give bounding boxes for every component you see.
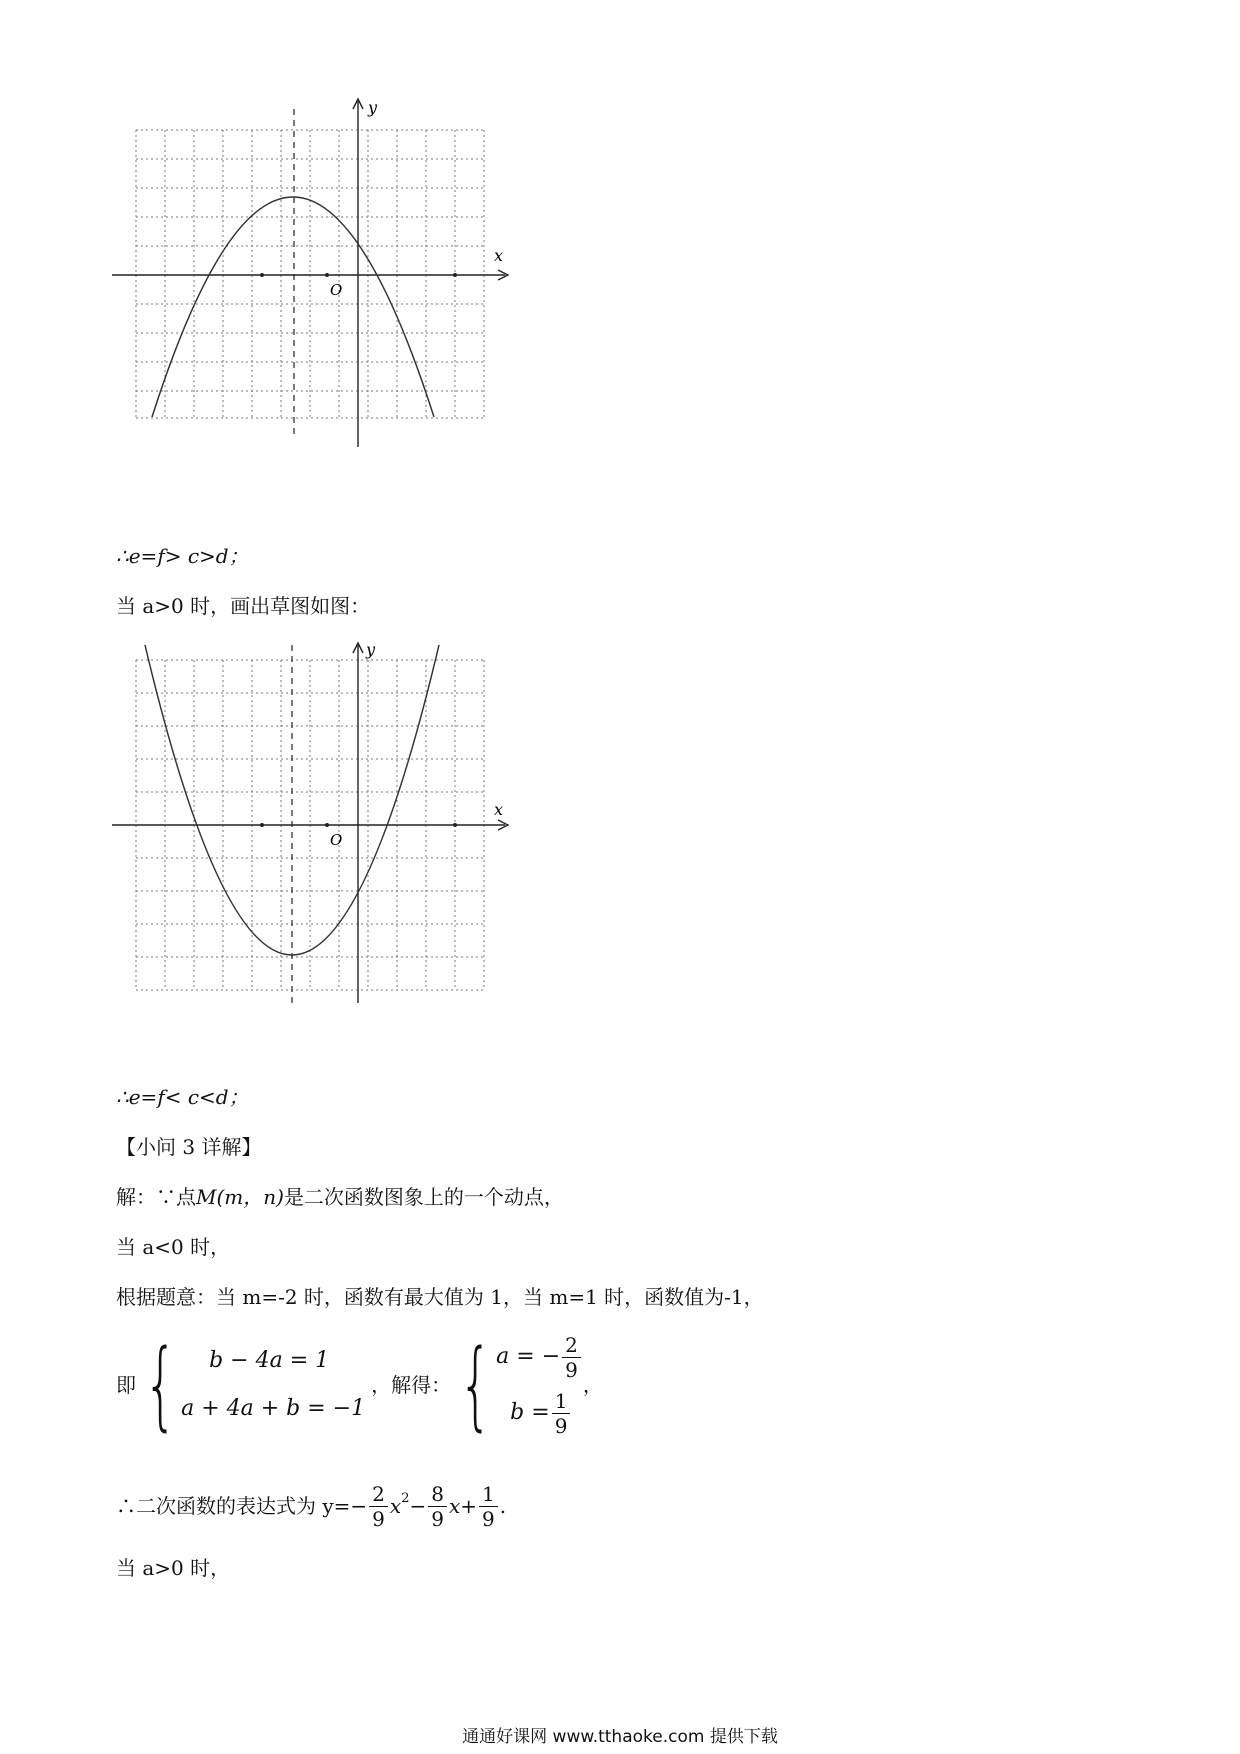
text-line-6: 当 a<0 时， [116,1235,231,1259]
text-line-7: 根据题意：当 m=-2 时，函数有最大值为 1，当 m=1 时，函数值为-1， [116,1285,764,1309]
graph-svg-1 [0,95,560,475]
equation-system-line: 即 { b − 4a = 1 a + 4a + b = −1 ，解得： { a = − $\frac{2}{9}$ b = $\frac{1}{9}$ ， [116,1329,603,1441]
x-axis-label: x [494,246,504,265]
graph-downward-parabola [0,95,560,475]
text-line-10: 当 a>0 时， [116,1556,231,1580]
fraction: $\frac{1}{9}$ [552,1389,571,1438]
origin-label: O [330,281,343,299]
fraction: $\frac{1}{9}$ [479,1482,498,1531]
graph-svg-2 [0,635,560,1015]
text-line-5: 解：∵点 M(m，n) 是二次函数图象上的一个动点， [116,1185,564,1209]
equation-system: b − 4a = 1 a + 4a + b = −1 [181,1348,366,1421]
left-brace: { [143,1329,178,1441]
section-heading: 【小问 3 详解】 [116,1135,262,1159]
fraction: $\frac{8}{9}$ [428,1482,447,1531]
fraction: $\frac{2}{9}$ [562,1333,581,1382]
solution-system: a = − $\frac{2}{9}$ b = $\frac{1}{9}$ [496,1329,583,1441]
graph-upward-parabola [0,635,560,1015]
text-line-2: 当 a>0 时，画出草图如图： [116,594,371,618]
left-brace-solution: { [458,1329,493,1441]
expression-line: ∴二次函数的表达式为 y=− $\frac{2}{9}$ x $^2$ − $\frac{8}{9}$ x+ $\frac{1}{9}$ . [116,1481,507,1531]
y-axis-label: y [366,640,376,659]
text-line-3: ∴e=f< c<d； [116,1085,249,1109]
x-axis-label: x [494,800,504,819]
y-axis-label: y [368,98,378,117]
page-footer: 通通好课网 www.tthaoke.com 提供下载 [462,1727,778,1747]
fraction: $\frac{2}{9}$ [369,1482,388,1531]
text-line-1: ∴e=f> c>d； [116,544,249,568]
origin-label: O [330,831,343,849]
